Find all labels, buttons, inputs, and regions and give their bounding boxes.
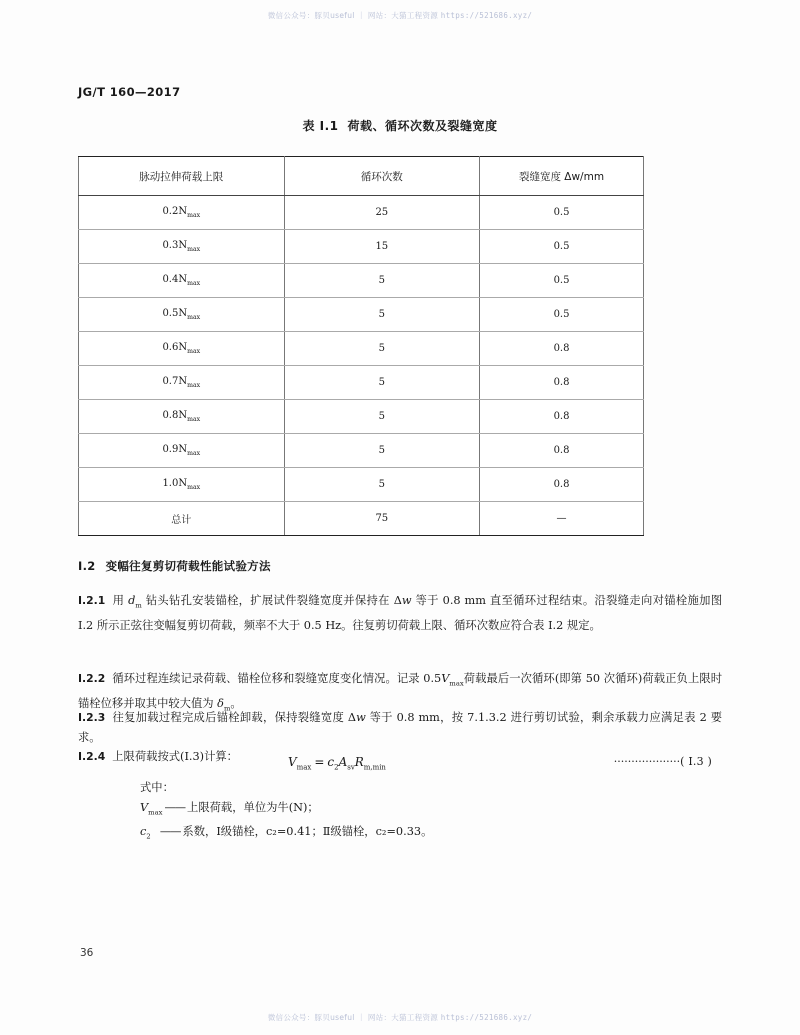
cell-load-limit: $0.4N_{max}$ bbox=[79, 264, 285, 298]
column-header-load-limit: 脉动拉伸荷载上限 bbox=[79, 157, 285, 196]
watermark-text: 微信公众号：豚贝useful ｜ 网站：大猫工程资源 bbox=[267, 11, 441, 20]
legend-dash-v: —— bbox=[164, 800, 186, 814]
paragraph-number-i-2-2: I.2.2 bbox=[78, 672, 106, 685]
legend-symbol-v-sub: max bbox=[148, 807, 163, 816]
paragraph-number-i-2-4: I.2.4 bbox=[78, 750, 106, 763]
column-header-cycles: 循环次数 bbox=[284, 157, 479, 196]
watermark-url: https://521686.xyz/ bbox=[440, 11, 533, 20]
paragraph-number-i-2-1: I.2.1 bbox=[78, 594, 106, 607]
legend-item-v-max bbox=[140, 798, 700, 823]
cell-crack-width: 0.5 bbox=[480, 264, 644, 298]
formula-lhs: V bbox=[288, 755, 297, 769]
formula-leader-dots: ··················· bbox=[613, 755, 681, 768]
cell-cycles: 5 bbox=[284, 298, 479, 332]
cell-cycles: 5 bbox=[284, 434, 479, 468]
formula-c-sub: 2 bbox=[334, 763, 339, 772]
watermark-bottom bbox=[0, 1012, 800, 1023]
formula-number-group bbox=[614, 755, 712, 768]
formula-a: A bbox=[338, 755, 348, 769]
cell-crack-width: 0.5 bbox=[480, 230, 644, 264]
formula-a-sub: sv bbox=[347, 763, 355, 772]
legend-symbol-v: V bbox=[140, 800, 149, 814]
cell-crack-width: 0.8 bbox=[480, 366, 644, 400]
cell-cycles: 15 bbox=[284, 230, 479, 264]
cell-load-limit: $0.7N_{max}$ bbox=[79, 366, 285, 400]
table-row bbox=[79, 264, 644, 298]
table-caption-label: 表 I.1 bbox=[302, 119, 339, 133]
table-caption bbox=[0, 117, 800, 134]
cell-load-limit: $0.5N_{max}$ bbox=[79, 298, 285, 332]
cell-crack-width: 0.8 bbox=[480, 332, 644, 366]
formula-expression bbox=[288, 755, 386, 771]
cell-crack-width: 0.5 bbox=[480, 196, 644, 230]
table-row bbox=[79, 400, 644, 434]
table-row bbox=[79, 230, 644, 264]
table-row bbox=[79, 434, 644, 468]
cell-crack-width: 0.8 bbox=[480, 468, 644, 502]
legend-label: 式中： bbox=[140, 781, 174, 794]
formula-equals: = bbox=[314, 755, 325, 769]
table-row bbox=[79, 196, 644, 230]
cell-load-limit: $0.9N_{max}$ bbox=[79, 434, 285, 468]
cell-load-limit: 总计 bbox=[79, 502, 285, 536]
document-header-code: JG/T 160—2017 bbox=[78, 85, 181, 99]
column-header-crack-width: 裂缝宽度 Δw/mm bbox=[480, 157, 644, 196]
paragraph-i-2-3: I.2.3 往复加载过程完成后锚栓卸载，保持裂缝宽度 Δw 等于 0.8 mm，按 7.1.3.2 进行剪切试验，剩余承载力应满足表 2 要求。 bbox=[78, 711, 722, 744]
cell-load-limit: $1.0N_{max}$ bbox=[79, 468, 285, 502]
cell-cycles: 5 bbox=[284, 366, 479, 400]
cell-crack-width: 0.8 bbox=[480, 434, 644, 468]
cell-load-limit: $0.2N_{max}$ bbox=[79, 196, 285, 230]
legend-dash-c: —— bbox=[159, 825, 181, 839]
legend-definition-v: 上限荷载，单位为牛(N)； bbox=[187, 800, 319, 814]
paragraph-i-2-1: I.2.1 用 $d_m$ 钻头钻孔安装锚栓，扩展试件裂缝宽度并保持在 Δw 等于 0.8 mm 直至循环过程结束。沿裂缝走向对锚栓施加图 I.2 所示正弦往变幅复剪切荷载，频率不大于 0.5 Hz。往复剪切荷载上限、循环次数应符合表 I.2 规定。 bbox=[78, 594, 722, 632]
table-body bbox=[79, 196, 644, 536]
formula-r-sub: m,min bbox=[363, 763, 386, 772]
formula-lhs-sub: max bbox=[296, 763, 312, 772]
load-cycle-crack-table bbox=[78, 156, 644, 536]
watermark-url-bottom: https://521686.xyz/ bbox=[440, 1013, 533, 1022]
cell-cycles: 5 bbox=[284, 332, 479, 366]
table-header-row bbox=[79, 157, 644, 196]
cell-cycles: 25 bbox=[284, 196, 479, 230]
table-caption-text: 荷载、循环次数及裂缝宽度 bbox=[347, 119, 498, 133]
legend-item-c2 bbox=[140, 822, 700, 847]
table-row bbox=[79, 502, 644, 536]
formula-c: c bbox=[327, 755, 335, 769]
watermark-top bbox=[0, 10, 800, 21]
table-row bbox=[79, 298, 644, 332]
cell-crack-width: 0.5 bbox=[480, 298, 644, 332]
section-title: 变幅往复剪切荷载性能试验方法 bbox=[105, 559, 271, 573]
section-number: I.2 bbox=[78, 559, 96, 573]
section-heading bbox=[78, 558, 271, 574]
cell-load-limit: $0.3N_{max}$ bbox=[79, 230, 285, 264]
cell-crack-width: 0.8 bbox=[480, 400, 644, 434]
cell-load-limit: $0.6N_{max}$ bbox=[79, 332, 285, 366]
watermark-text-bottom: 微信公众号：豚贝useful ｜ 网站：大猫工程资源 bbox=[267, 1013, 441, 1022]
page-number: 36 bbox=[80, 947, 94, 959]
cell-load-limit: $0.8N_{max}$ bbox=[79, 400, 285, 434]
formula-r: R bbox=[354, 755, 364, 769]
legend-symbol-c: c bbox=[140, 825, 147, 839]
formula-line bbox=[78, 755, 722, 775]
table-row bbox=[79, 468, 644, 502]
cell-cycles: 75 bbox=[284, 502, 479, 536]
formula-legend bbox=[140, 778, 700, 847]
cell-cycles: 5 bbox=[284, 468, 479, 502]
table-row bbox=[79, 366, 644, 400]
paragraph-text-i-2-4: 上限荷载按式(I.3)计算： bbox=[112, 750, 238, 763]
legend-definition-c: 系数，Ⅰ级锚栓，c₂=0.41；Ⅱ级锚栓，c₂=0.33。 bbox=[182, 825, 433, 839]
cell-cycles: 5 bbox=[284, 264, 479, 298]
formula-number: ( I.3 ) bbox=[680, 755, 712, 768]
cell-crack-width: — bbox=[480, 502, 644, 536]
cell-cycles: 5 bbox=[284, 400, 479, 434]
table-row bbox=[79, 332, 644, 366]
legend-symbol-c-sub: 2 bbox=[146, 832, 151, 841]
paragraph-i-2-2: I.2.2 循环过程连续记录荷载、锚栓位移和裂缝宽度变化情况。记录 $0.5V_{max}$荷载最后一次循环(即第 50 次循环)荷载正负上限时锚栓位移并取其中较大值为 $\delta_m$。 bbox=[78, 672, 723, 712]
paragraph-number-i-2-3: I.2.3 bbox=[78, 711, 106, 724]
